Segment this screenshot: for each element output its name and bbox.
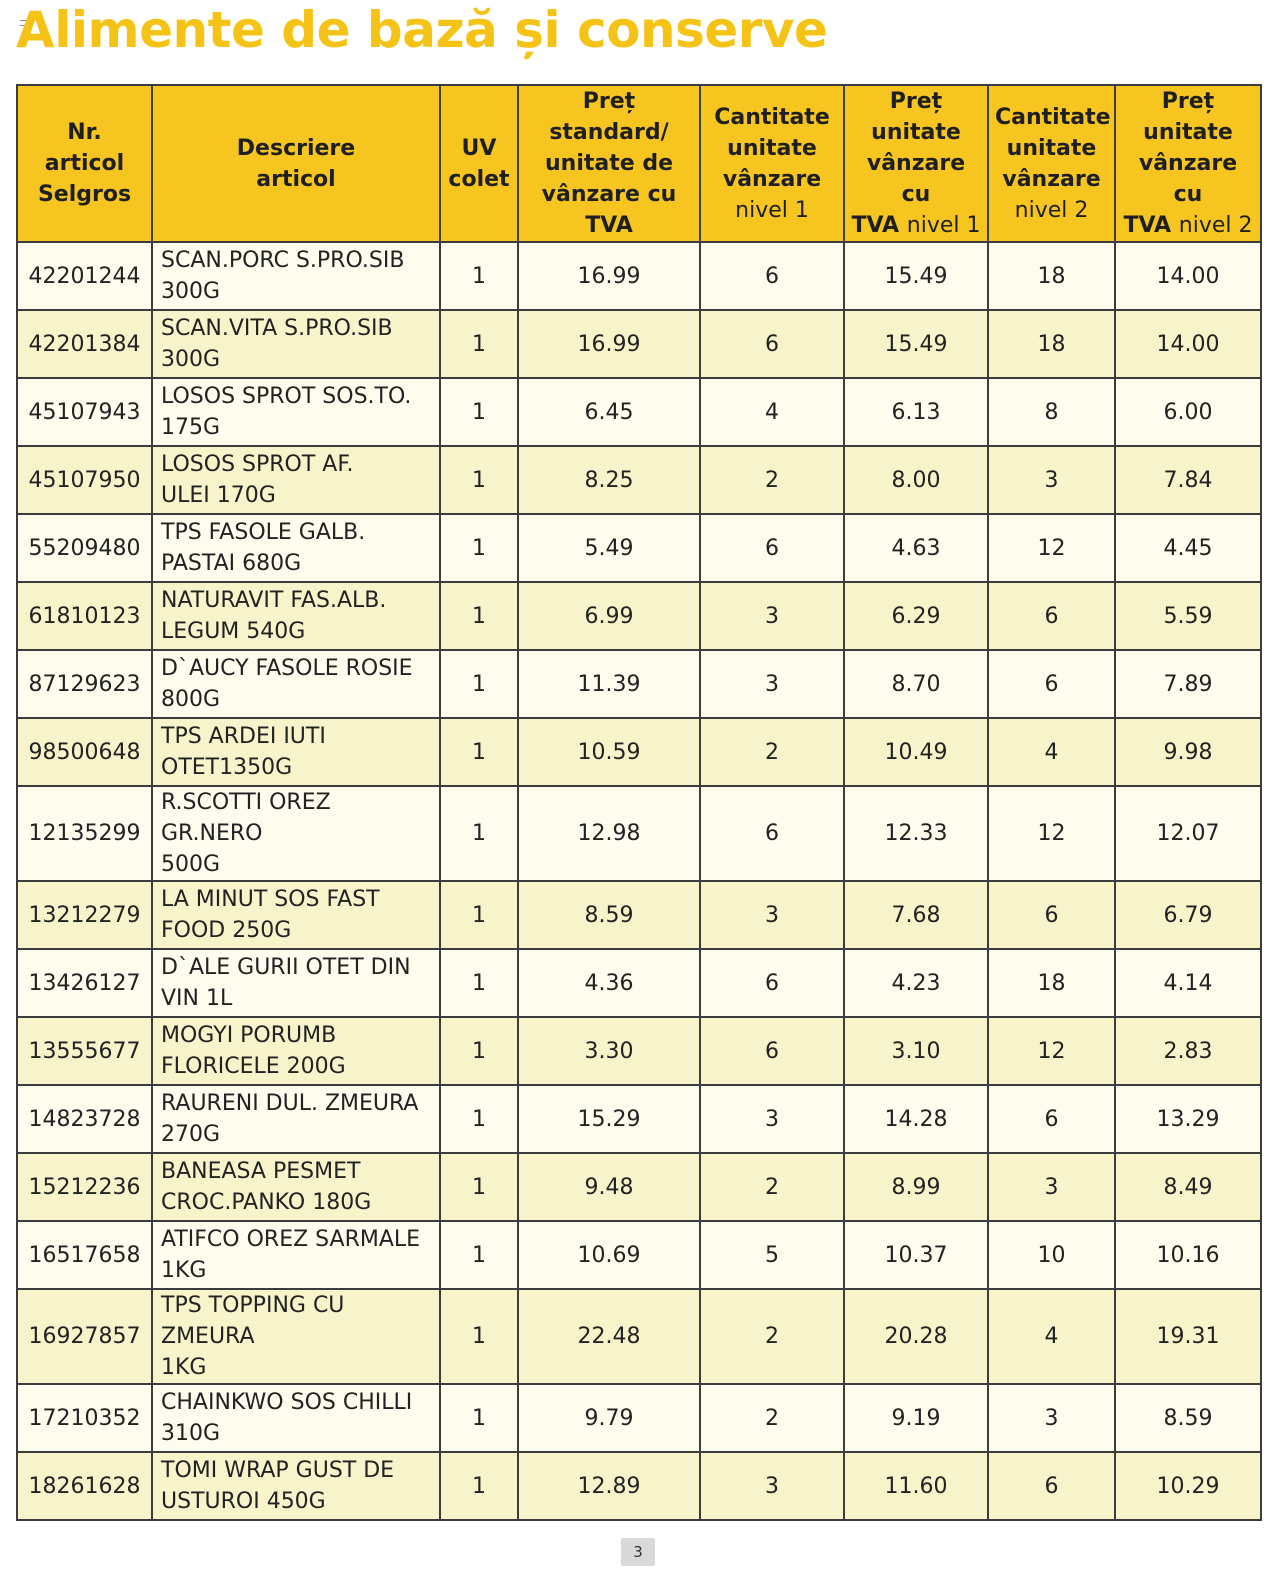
- cell-nr-articol: 12135299: [17, 786, 152, 881]
- cell-nr-articol: 13212279: [17, 881, 152, 949]
- cell-pret-nivel-2: 14.00: [1115, 310, 1261, 378]
- cell-nr-articol: 16517658: [17, 1221, 152, 1289]
- table-row: [17, 1452, 1261, 1520]
- cell-cantitate-nivel-2: 12: [988, 786, 1115, 881]
- cell-nr-articol: 55209480: [17, 514, 152, 582]
- header-pret-nivel-2: Preț unitate vânzare cu TVA nivel 2: [1115, 85, 1261, 242]
- cell-nr-articol: 45107950: [17, 446, 152, 514]
- cell-pret-nivel-1: 11.60: [844, 1452, 988, 1520]
- cell-uv-colet: 1: [440, 378, 518, 446]
- cell-pret-nivel-2: 19.31: [1115, 1289, 1261, 1384]
- header-pret-nivel-1: Preț unitate vânzare cu TVA nivel 1: [844, 85, 988, 242]
- cell-pret-standard: 9.48: [518, 1153, 700, 1221]
- cell-nr-articol: 18261628: [17, 1452, 152, 1520]
- cell-pret-nivel-1: 10.49: [844, 718, 988, 786]
- cell-cantitate-nivel-2: 12: [988, 1017, 1115, 1085]
- cell-pret-nivel-1: 8.99: [844, 1153, 988, 1221]
- cell-descriere: LA MINUT SOS FAST FOOD 250G: [152, 881, 440, 949]
- cell-pret-nivel-2: 4.14: [1115, 949, 1261, 1017]
- cell-cantitate-nivel-1: 6: [700, 949, 844, 1017]
- header-pret-standard: Preț standard/ unitate de vânzare cu TVA: [518, 85, 700, 242]
- cell-pret-nivel-2: 7.89: [1115, 650, 1261, 718]
- cell-pret-nivel-1: 8.00: [844, 446, 988, 514]
- cell-nr-articol: 13426127: [17, 949, 152, 1017]
- cell-pret-nivel-1: 15.49: [844, 242, 988, 310]
- cell-nr-articol: 61810123: [17, 582, 152, 650]
- cell-pret-nivel-2: 4.45: [1115, 514, 1261, 582]
- cell-pret-nivel-2: 6.00: [1115, 378, 1261, 446]
- cell-cantitate-nivel-2: 18: [988, 310, 1115, 378]
- cell-uv-colet: 1: [440, 718, 518, 786]
- cell-descriere: TOMI WRAP GUST DE USTUROI 450G: [152, 1452, 440, 1520]
- cell-pret-standard: 10.69: [518, 1221, 700, 1289]
- cell-cantitate-nivel-2: 4: [988, 1289, 1115, 1384]
- cell-pret-standard: 11.39: [518, 650, 700, 718]
- header-cantitate-nivel-2: Cantitate unitate vânzare nivel 2: [988, 85, 1115, 242]
- cell-pret-nivel-2: 8.49: [1115, 1153, 1261, 1221]
- cell-descriere: BANEASA PESMET CROC.PANKO 180G: [152, 1153, 440, 1221]
- cell-cantitate-nivel-1: 2: [700, 446, 844, 514]
- cell-pret-nivel-1: 15.49: [844, 310, 988, 378]
- header-cantitate-nivel-1: Cantitate unitate vânzare nivel 1: [700, 85, 844, 242]
- cell-descriere: RAURENI DUL. ZMEURA 270G: [152, 1085, 440, 1153]
- table-row: [17, 1289, 1261, 1384]
- cell-cantitate-nivel-1: 3: [700, 1452, 844, 1520]
- table-row: [17, 1384, 1261, 1452]
- cell-pret-standard: 12.89: [518, 1452, 700, 1520]
- cell-pret-nivel-2: 14.00: [1115, 242, 1261, 310]
- cell-descriere: ATIFCO OREZ SARMALE 1KG: [152, 1221, 440, 1289]
- cell-uv-colet: 1: [440, 1384, 518, 1452]
- cell-uv-colet: 1: [440, 446, 518, 514]
- table-row: [17, 1085, 1261, 1153]
- cell-pret-standard: 6.99: [518, 582, 700, 650]
- cell-descriere: D`AUCY FASOLE ROSIE 800G: [152, 650, 440, 718]
- cell-cantitate-nivel-2: 6: [988, 582, 1115, 650]
- page-title: Alimente de bază și conserve: [16, 1, 828, 59]
- cell-cantitate-nivel-1: 6: [700, 1017, 844, 1085]
- cell-pret-nivel-1: 12.33: [844, 786, 988, 881]
- table-row: [17, 786, 1261, 881]
- cell-cantitate-nivel-1: 2: [700, 1289, 844, 1384]
- table-row: [17, 582, 1261, 650]
- cell-uv-colet: 1: [440, 582, 518, 650]
- table-row: [17, 949, 1261, 1017]
- cell-descriere: R.SCOTTI OREZ GR.NERO 500G: [152, 786, 440, 881]
- cell-cantitate-nivel-2: 10: [988, 1221, 1115, 1289]
- table-row: [17, 378, 1261, 446]
- cell-pret-nivel-1: 4.23: [844, 949, 988, 1017]
- price-table: [16, 84, 1262, 1521]
- cell-cantitate-nivel-1: 3: [700, 1085, 844, 1153]
- cell-pret-nivel-2: 7.84: [1115, 446, 1261, 514]
- cell-pret-standard: 8.59: [518, 881, 700, 949]
- cell-cantitate-nivel-2: 3: [988, 446, 1115, 514]
- cell-pret-standard: 6.45: [518, 378, 700, 446]
- cell-cantitate-nivel-1: 4: [700, 378, 844, 446]
- table-row: [17, 1221, 1261, 1289]
- cell-cantitate-nivel-2: 3: [988, 1153, 1115, 1221]
- cell-uv-colet: 1: [440, 242, 518, 310]
- cell-pret-nivel-1: 9.19: [844, 1384, 988, 1452]
- cell-pret-standard: 12.98: [518, 786, 700, 881]
- cell-cantitate-nivel-2: 12: [988, 514, 1115, 582]
- cell-descriere: SCAN.PORC S.PRO.SIB 300G: [152, 242, 440, 310]
- header-uv-colet: UV colet: [440, 85, 518, 242]
- cell-descriere: TPS TOPPING CU ZMEURA 1KG: [152, 1289, 440, 1384]
- cell-cantitate-nivel-2: 18: [988, 242, 1115, 310]
- cell-cantitate-nivel-1: 3: [700, 881, 844, 949]
- cell-descriere: D`ALE GURII OTET DIN VIN 1L: [152, 949, 440, 1017]
- cell-cantitate-nivel-1: 3: [700, 582, 844, 650]
- cell-pret-nivel-2: 6.79: [1115, 881, 1261, 949]
- table-body: [17, 242, 1261, 1520]
- cell-pret-nivel-1: 7.68: [844, 881, 988, 949]
- cell-pret-nivel-1: 8.70: [844, 650, 988, 718]
- cell-uv-colet: 1: [440, 786, 518, 881]
- cell-descriere: LOSOS SPROT AF. ULEI 170G: [152, 446, 440, 514]
- cell-pret-standard: 16.99: [518, 310, 700, 378]
- cell-pret-standard: 22.48: [518, 1289, 700, 1384]
- cell-cantitate-nivel-2: 6: [988, 1085, 1115, 1153]
- cell-uv-colet: 1: [440, 310, 518, 378]
- cell-uv-colet: 1: [440, 1153, 518, 1221]
- cell-pret-standard: 5.49: [518, 514, 700, 582]
- table-row: [17, 514, 1261, 582]
- cell-pret-nivel-2: 5.59: [1115, 582, 1261, 650]
- cell-cantitate-nivel-1: 2: [700, 1153, 844, 1221]
- table-row: [17, 242, 1261, 310]
- cell-cantitate-nivel-1: 2: [700, 718, 844, 786]
- cell-pret-nivel-2: 8.59: [1115, 1384, 1261, 1452]
- cell-pret-nivel-1: 3.10: [844, 1017, 988, 1085]
- cell-pret-standard: 16.99: [518, 242, 700, 310]
- cell-cantitate-nivel-1: 6: [700, 786, 844, 881]
- cell-descriere: MOGYI PORUMB FLORICELE 200G: [152, 1017, 440, 1085]
- cell-descriere: SCAN.VITA S.PRO.SIB 300G: [152, 310, 440, 378]
- cell-cantitate-nivel-2: 18: [988, 949, 1115, 1017]
- table-row: [17, 650, 1261, 718]
- header-nr-articol: Nr. articol Selgros: [17, 85, 152, 242]
- cell-descriere: NATURAVIT FAS.ALB. LEGUM 540G: [152, 582, 440, 650]
- table-row: [17, 446, 1261, 514]
- cell-uv-colet: 1: [440, 1085, 518, 1153]
- cell-cantitate-nivel-2: 3: [988, 1384, 1115, 1452]
- cell-uv-colet: 1: [440, 1221, 518, 1289]
- cell-pret-standard: 8.25: [518, 446, 700, 514]
- cell-uv-colet: 1: [440, 514, 518, 582]
- cell-nr-articol: 15212236: [17, 1153, 152, 1221]
- table-row: [17, 1017, 1261, 1085]
- cell-pret-nivel-1: 4.63: [844, 514, 988, 582]
- cell-nr-articol: 14823728: [17, 1085, 152, 1153]
- cell-cantitate-nivel-1: 5: [700, 1221, 844, 1289]
- cell-pret-nivel-1: 6.13: [844, 378, 988, 446]
- cell-pret-standard: 15.29: [518, 1085, 700, 1153]
- cell-pret-nivel-2: 10.29: [1115, 1452, 1261, 1520]
- table-row: [17, 718, 1261, 786]
- cell-pret-nivel-1: 10.37: [844, 1221, 988, 1289]
- cell-cantitate-nivel-1: 3: [700, 650, 844, 718]
- table-row: [17, 881, 1261, 949]
- cell-pret-nivel-2: 13.29: [1115, 1085, 1261, 1153]
- cell-cantitate-nivel-2: 8: [988, 378, 1115, 446]
- cell-descriere: LOSOS SPROT SOS.TO. 175G: [152, 378, 440, 446]
- cell-pret-nivel-2: 2.83: [1115, 1017, 1261, 1085]
- header-row: [17, 85, 1261, 242]
- cell-cantitate-nivel-1: 6: [700, 514, 844, 582]
- cell-nr-articol: 17210352: [17, 1384, 152, 1452]
- header-descriere: Descriere articol: [152, 85, 440, 242]
- cell-pret-nivel-1: 14.28: [844, 1085, 988, 1153]
- cell-uv-colet: 1: [440, 881, 518, 949]
- cell-pret-standard: 10.59: [518, 718, 700, 786]
- cell-pret-standard: 3.30: [518, 1017, 700, 1085]
- cell-pret-nivel-2: 10.16: [1115, 1221, 1261, 1289]
- cell-pret-nivel-2: 12.07: [1115, 786, 1261, 881]
- cell-cantitate-nivel-2: 6: [988, 1452, 1115, 1520]
- cell-pret-nivel-2: 9.98: [1115, 718, 1261, 786]
- cell-nr-articol: 16927857: [17, 1289, 152, 1384]
- cell-nr-articol: 13555677: [17, 1017, 152, 1085]
- cell-cantitate-nivel-2: 4: [988, 718, 1115, 786]
- cell-descriere: CHAINKWO SOS CHILLI 310G: [152, 1384, 440, 1452]
- cell-nr-articol: 42201244: [17, 242, 152, 310]
- cell-pret-nivel-1: 6.29: [844, 582, 988, 650]
- cell-uv-colet: 1: [440, 1017, 518, 1085]
- cell-pret-standard: 9.79: [518, 1384, 700, 1452]
- cell-cantitate-nivel-2: 6: [988, 881, 1115, 949]
- table-row: [17, 310, 1261, 378]
- cell-uv-colet: 1: [440, 650, 518, 718]
- cell-cantitate-nivel-1: 6: [700, 242, 844, 310]
- table-row: [17, 1153, 1261, 1221]
- cell-uv-colet: 1: [440, 1289, 518, 1384]
- cell-descriere: TPS ARDEI IUTI OTET1350G: [152, 718, 440, 786]
- cell-nr-articol: 98500648: [17, 718, 152, 786]
- cell-cantitate-nivel-1: 6: [700, 310, 844, 378]
- cell-cantitate-nivel-1: 2: [700, 1384, 844, 1452]
- cell-nr-articol: 87129623: [17, 650, 152, 718]
- cell-nr-articol: 42201384: [17, 310, 152, 378]
- cell-nr-articol: 45107943: [17, 378, 152, 446]
- cell-uv-colet: 1: [440, 1452, 518, 1520]
- cell-descriere: TPS FASOLE GALB. PASTAI 680G: [152, 514, 440, 582]
- page-number: 3: [621, 1538, 655, 1566]
- cell-pret-nivel-1: 20.28: [844, 1289, 988, 1384]
- cell-cantitate-nivel-2: 6: [988, 650, 1115, 718]
- cell-uv-colet: 1: [440, 949, 518, 1017]
- cell-pret-standard: 4.36: [518, 949, 700, 1017]
